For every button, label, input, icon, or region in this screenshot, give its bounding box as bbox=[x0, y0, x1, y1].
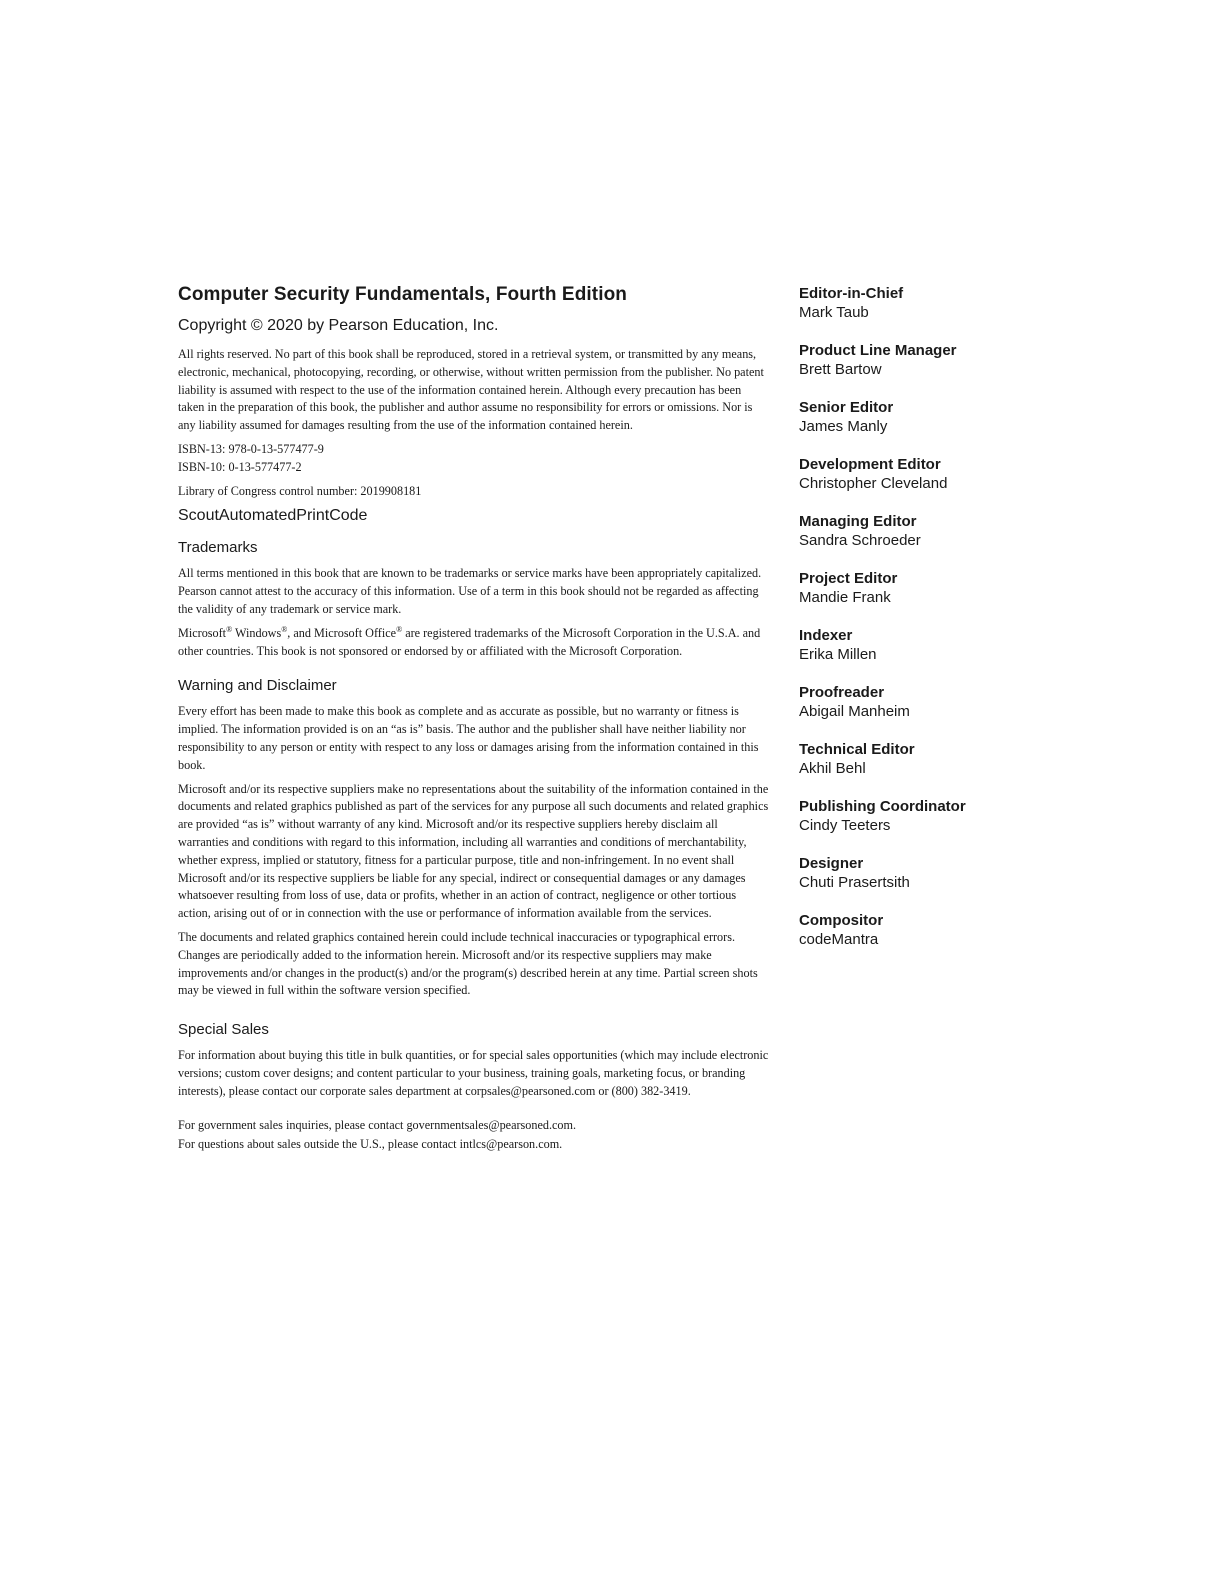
credit-name: James Manly bbox=[799, 418, 888, 435]
credit-entry bbox=[799, 569, 1029, 608]
special-sales-heading: Special Sales bbox=[178, 1021, 269, 1039]
credit-name: Cindy Teeters bbox=[799, 817, 891, 834]
credit-name: Erika Millen bbox=[799, 646, 877, 663]
copyright-page-main bbox=[178, 284, 770, 1154]
warning-paragraph-1: Every effort has been made to make this book as complete and as accurate as possible, but no warranty or fitness is implied. The information provided is on an “as is” basis. The author and the publisher shall have neither liability nor responsibility to any person or entity with respect to any loss or damages arising from the information contained in this book. bbox=[178, 704, 759, 772]
isbn-10: ISBN-10: 0-13-577477-2 bbox=[178, 459, 302, 474]
credit-entry bbox=[799, 911, 1029, 950]
credit-name: Abigail Manheim bbox=[799, 703, 910, 720]
rights-paragraph: All rights reserved. No part of this book shall be reproduced, stored in a retrieval system, or transmitted by any means, electronic, mechanical, photocopying, recording, or otherwise, without written permission from the publisher. No patent liability is assumed with respect to the use of the information contained herein. Although every precaution has been taken in the preparation of this book, the publisher and author assume no responsibility for errors or omissions. Nor is any liability assumed for damages resulting from the use of the information contained herein. bbox=[178, 347, 764, 433]
trademarks-heading: Trademarks bbox=[178, 539, 258, 557]
credit-name: Mark Taub bbox=[799, 304, 869, 321]
book-title: Computer Security Fundamentals, Fourth Edition bbox=[178, 284, 628, 305]
copyright-line: Copyright © 2020 by Pearson Education, Inc. bbox=[178, 317, 499, 334]
print-code: ScoutAutomatedPrintCode bbox=[178, 507, 368, 525]
credit-entry bbox=[799, 512, 1029, 551]
credit-role: Indexer bbox=[799, 627, 853, 644]
ms-part-c: , and Microsoft Office bbox=[287, 625, 397, 640]
credit-entry bbox=[799, 284, 1029, 323]
credit-role: Designer bbox=[799, 855, 864, 872]
ms-part-d: are registered trademarks of the Microsoft Corporation in the U.S.A. and other countries. This book is not sponsored or endorsed by or affiliated with the Microsoft Corporation. bbox=[178, 625, 761, 658]
credit-entry bbox=[799, 341, 1029, 380]
credit-role: Senior Editor bbox=[799, 399, 894, 416]
credit-name: Chuti Prasertsith bbox=[799, 874, 910, 891]
credit-role: Publishing Coordinator bbox=[799, 798, 966, 815]
ms-part-b: Windows bbox=[232, 625, 282, 640]
credit-role: Compositor bbox=[799, 912, 884, 929]
warning-paragraph-3: The documents and related graphics contained herein could include technical inaccuracies or typographical errors. Changes are periodically added to the information herein. Microsoft and/or its respective suppliers may make improvements and/or changes in the product(s) and/or the program(s) described herein at any time. Partial screen shots may be viewed in full within the software version specified. bbox=[178, 929, 758, 998]
credit-role: Development Editor bbox=[799, 456, 941, 473]
warning-heading: Warning and Disclaimer bbox=[178, 677, 337, 695]
ms-part-a: Microsoft bbox=[178, 625, 227, 640]
credits-column bbox=[799, 284, 1029, 968]
credit-role: Product Line Manager bbox=[799, 342, 957, 359]
credit-role: Project Editor bbox=[799, 570, 898, 587]
credit-name: Akhil Behl bbox=[799, 760, 866, 777]
isbn-block bbox=[178, 441, 770, 477]
registered-mark: ® bbox=[226, 624, 233, 634]
credit-entry bbox=[799, 854, 1029, 893]
credit-name: Christopher Cleveland bbox=[799, 475, 948, 492]
registered-mark: ® bbox=[281, 624, 288, 634]
government-sales-line: For government sales inquiries, please contact governmentsales@pearsoned.com. bbox=[178, 1117, 577, 1132]
credit-entry bbox=[799, 455, 1029, 494]
credit-name: Mandie Frank bbox=[799, 589, 891, 606]
credit-role: Proofreader bbox=[799, 684, 885, 701]
credit-role: Technical Editor bbox=[799, 741, 915, 758]
credit-role: Managing Editor bbox=[799, 513, 917, 530]
isbn-13: ISBN-13: 978-0-13-577477-9 bbox=[178, 441, 324, 456]
special-sales-paragraph: For information about buying this title in bulk quantities, or for special sales opportunities (which may include electronic versions; custom cover designs; and content particular to your business, training goals, marketing focus, or branding interests), please contact our corporate sales department at corpsales@pearsoned.com or (800) 382-3419. bbox=[178, 1048, 769, 1098]
microsoft-trademark-paragraph bbox=[178, 625, 770, 661]
registered-mark: ® bbox=[396, 624, 403, 634]
trademarks-paragraph: All terms mentioned in this book that are known to be trademarks or service marks have been appropriately capitalized. Pearson cannot attest to the accuracy of this information. Use of a term in this book should not be regarded as affecting the validity of any trademark or service mark. bbox=[178, 566, 762, 616]
credit-entry bbox=[799, 797, 1029, 836]
credit-entry bbox=[799, 626, 1029, 665]
warning-paragraph-2: Microsoft and/or its respective suppliers make no representations about the suitability of the information contained in the documents and related graphics published as part of the services for any purpose all such documents and related graphics are provided “as is” without warranty of any kind. Microsoft and/or its respective suppliers hereby disclaim all warranties and conditions with regard to this information, including all warranties and conditions of merchantability, whether express, implied or statutory, fitness for a particular purpose, title and non-infringement. In no event shall Microsoft and/or its respective suppliers be liable for any special, indirect or consequential damages or any damages whatsoever resulting from loss of use, data or profits, whether in an action of contract, negligence or other tortious action, arising out of or in connection with the use or performance of information available from the services. bbox=[178, 781, 769, 921]
credit-entry bbox=[799, 683, 1029, 722]
credit-name: Brett Bartow bbox=[799, 361, 882, 378]
credit-entry bbox=[799, 740, 1029, 779]
international-sales-line: For questions about sales outside the U.S., please contact intlcs@pearson.com. bbox=[178, 1137, 563, 1152]
loc-number: Library of Congress control number: 2019908181 bbox=[178, 483, 422, 498]
credit-name: codeMantra bbox=[799, 931, 879, 948]
credit-entry bbox=[799, 398, 1029, 437]
credit-name: Sandra Schroeder bbox=[799, 532, 921, 549]
credit-role: Editor-in-Chief bbox=[799, 285, 904, 302]
